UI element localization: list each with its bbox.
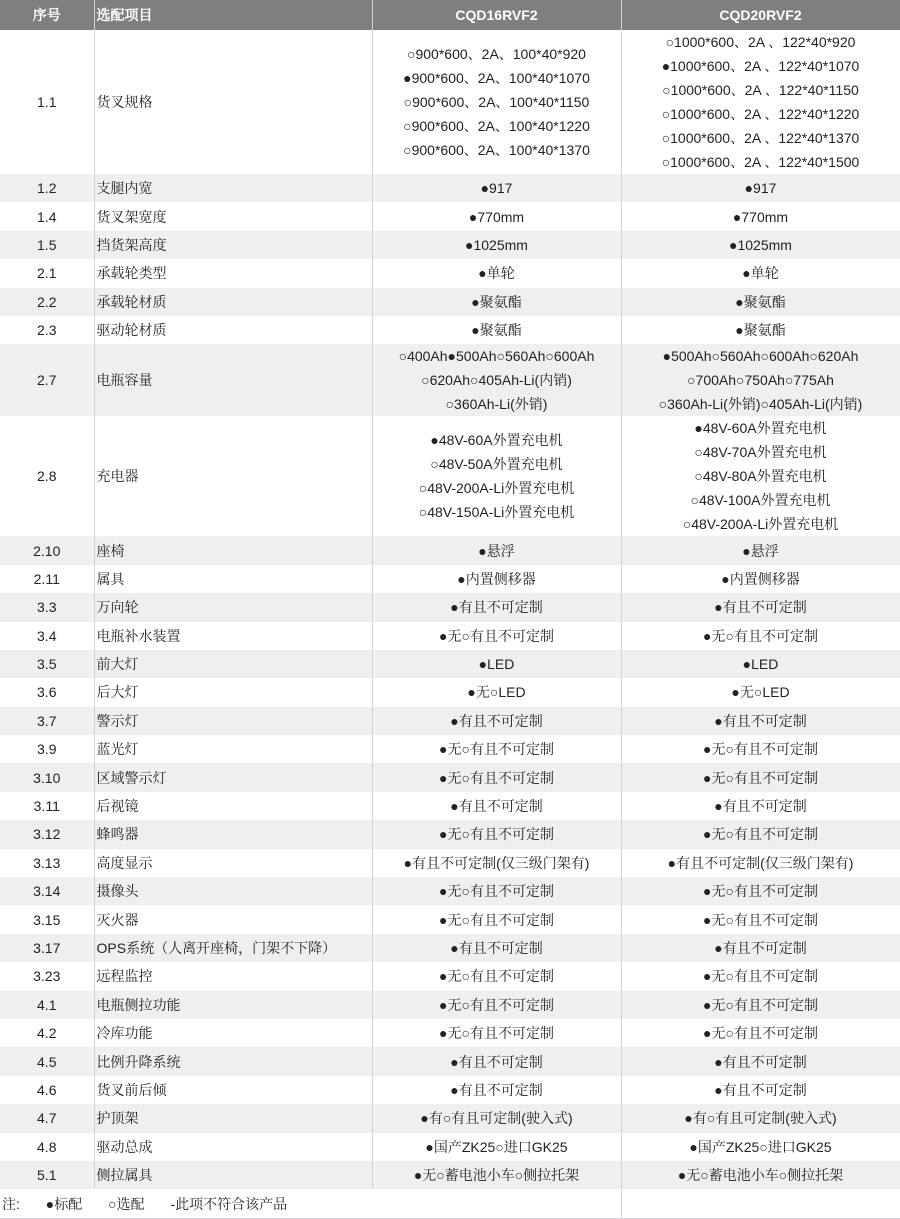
row-item: 后大灯 bbox=[94, 678, 372, 706]
table-row bbox=[0, 678, 900, 706]
option-line: ●无○有且不可定制 bbox=[703, 826, 818, 843]
row-number: 3.15 bbox=[0, 905, 94, 933]
row-item: 摄像头 bbox=[94, 877, 372, 905]
option-line: ●有且不可定制 bbox=[450, 798, 543, 815]
option-line: ●1000*600、2A 、122*40*1070 bbox=[661, 58, 860, 74]
row-number: 2.10 bbox=[0, 536, 94, 564]
row-item: 电瓶侧拉功能 bbox=[94, 991, 372, 1019]
model-2-value bbox=[621, 1161, 900, 1189]
model-1-value bbox=[372, 707, 621, 735]
option-line: ○48V-70A外置充电机 bbox=[694, 444, 827, 461]
row-number: 2.3 bbox=[0, 316, 94, 344]
row-number: 1.2 bbox=[0, 174, 94, 202]
model-2-value bbox=[621, 707, 900, 735]
table-row bbox=[0, 1076, 900, 1104]
legend-row bbox=[0, 1189, 900, 1218]
option-line: ●无○有且不可定制 bbox=[703, 769, 818, 786]
row-number: 4.2 bbox=[0, 1019, 94, 1047]
row-item: 货叉规格 bbox=[94, 30, 372, 174]
table-row bbox=[0, 622, 900, 650]
option-line: ●无○有且不可定制 bbox=[703, 1025, 818, 1042]
row-item: 后视镜 bbox=[94, 792, 372, 820]
model-1-value bbox=[372, 622, 621, 650]
row-item: 比例升降系统 bbox=[94, 1047, 372, 1075]
row-number: 3.11 bbox=[0, 792, 94, 820]
row-number: 4.8 bbox=[0, 1133, 94, 1161]
row-number: 3.23 bbox=[0, 962, 94, 990]
row-number: 3.9 bbox=[0, 735, 94, 763]
option-line: ●917 bbox=[480, 180, 513, 197]
option-line: ●无○有且不可定制 bbox=[703, 741, 818, 758]
row-item: 驱动总成 bbox=[94, 1133, 372, 1161]
option-line: ○360Ah-Li(外销)○405Ah-Li(内销) bbox=[658, 396, 863, 413]
table-row bbox=[0, 288, 900, 316]
option-line: ●770mm bbox=[732, 208, 789, 225]
option-line: ●1025mm bbox=[729, 236, 792, 253]
row-item: 充电器 bbox=[94, 416, 372, 536]
model-2-value bbox=[621, 622, 900, 650]
option-line: ●770mm bbox=[468, 208, 525, 225]
row-item: 货叉前后倾 bbox=[94, 1076, 372, 1104]
option-line: ●无○有且不可定制 bbox=[439, 826, 554, 843]
table-row bbox=[0, 735, 900, 763]
row-number: 3.17 bbox=[0, 934, 94, 962]
table-row bbox=[0, 905, 900, 933]
option-line: ●内置侧移器 bbox=[457, 570, 536, 587]
option-line: ●有○有且可定制(驶入式) bbox=[420, 1110, 573, 1127]
model-2-value bbox=[621, 536, 900, 564]
option-line: ●内置侧移器 bbox=[721, 570, 800, 587]
option-line: ○1000*600、2A 、122*40*920 bbox=[665, 34, 856, 50]
table-row bbox=[0, 1104, 900, 1132]
row-item: 货叉架宽度 bbox=[94, 202, 372, 230]
table-row bbox=[0, 877, 900, 905]
model-2-value bbox=[621, 1076, 900, 1104]
model-2-value bbox=[621, 934, 900, 962]
table-row bbox=[0, 536, 900, 564]
row-item: 挡货架高度 bbox=[94, 231, 372, 259]
table-row bbox=[0, 565, 900, 593]
model-2-value bbox=[621, 174, 900, 202]
model-1-value bbox=[372, 231, 621, 259]
row-number: 2.2 bbox=[0, 288, 94, 316]
table-row bbox=[0, 849, 900, 877]
model-2-value bbox=[621, 1047, 900, 1075]
model-1-value bbox=[372, 905, 621, 933]
table-row bbox=[0, 1047, 900, 1075]
option-line: ●48V-60A外置充电机 bbox=[694, 420, 827, 437]
option-line: ●无○有且不可定制 bbox=[439, 769, 554, 786]
option-line: ●无○有且不可定制 bbox=[439, 1025, 554, 1042]
option-line: ●无○LED bbox=[731, 684, 790, 701]
option-line: ●无○有且不可定制 bbox=[703, 883, 818, 900]
model-1-value bbox=[372, 820, 621, 848]
model-1-value bbox=[372, 678, 621, 706]
model-1-value bbox=[372, 1161, 621, 1189]
model-2-value bbox=[621, 1133, 900, 1161]
row-number: 3.4 bbox=[0, 622, 94, 650]
row-item: 属具 bbox=[94, 565, 372, 593]
table-row bbox=[0, 820, 900, 848]
option-line: ○48V-80A外置充电机 bbox=[694, 468, 827, 485]
option-line: ●有且不可定制 bbox=[450, 940, 543, 956]
model-2-value bbox=[621, 231, 900, 259]
model-2-value bbox=[621, 905, 900, 933]
option-line: ●LED bbox=[742, 656, 779, 673]
row-number: 4.1 bbox=[0, 991, 94, 1019]
option-line: ○48V-200A-Li外置充电机 bbox=[682, 516, 839, 533]
row-item: 支腿内宽 bbox=[94, 174, 372, 202]
model-2-value bbox=[621, 650, 900, 678]
row-number: 3.7 bbox=[0, 707, 94, 735]
option-line: ●聚氨酯 bbox=[471, 293, 522, 310]
option-line: ●有○有且可定制(驶入式) bbox=[684, 1110, 837, 1127]
option-line: ●无○有且不可定制 bbox=[703, 911, 818, 928]
option-line: ●悬浮 bbox=[742, 542, 779, 559]
table-row bbox=[0, 344, 900, 416]
model-1-value bbox=[372, 30, 621, 174]
option-line: ○900*600、2A、100*40*1370 bbox=[403, 142, 590, 158]
row-number: 3.10 bbox=[0, 763, 94, 791]
model-2-value bbox=[621, 763, 900, 791]
header-no: 序号 bbox=[0, 0, 94, 30]
option-line: ●无○有且不可定制 bbox=[703, 627, 818, 644]
model-1-value bbox=[372, 962, 621, 990]
row-item: 承载轮类型 bbox=[94, 259, 372, 287]
model-1-value bbox=[372, 1076, 621, 1104]
row-number: 4.5 bbox=[0, 1047, 94, 1075]
table-row bbox=[0, 1161, 900, 1189]
row-number: 1.1 bbox=[0, 30, 94, 174]
option-line: ●有且不可定制 bbox=[714, 940, 807, 956]
model-2-value bbox=[621, 288, 900, 316]
option-line: ●有且不可定制 bbox=[714, 1081, 807, 1098]
model-2-value bbox=[621, 735, 900, 763]
row-item: 侧拉属具 bbox=[94, 1161, 372, 1189]
row-number: 3.14 bbox=[0, 877, 94, 905]
table-row bbox=[0, 962, 900, 990]
option-line: ●48V-60A外置充电机 bbox=[430, 432, 563, 449]
option-line: ○900*600、2A、100*40*1220 bbox=[403, 118, 590, 134]
model-2-value bbox=[621, 416, 900, 536]
model-2-value bbox=[621, 593, 900, 621]
model-1-value bbox=[372, 877, 621, 905]
option-line: ●无○有且不可定制 bbox=[439, 968, 554, 985]
option-line: ○1000*600、2A 、122*40*1220 bbox=[661, 106, 860, 122]
table-row bbox=[0, 316, 900, 344]
model-2-value bbox=[621, 678, 900, 706]
model-2-value bbox=[621, 30, 900, 174]
model-1-value bbox=[372, 1133, 621, 1161]
option-line: ●有且不可定制 bbox=[450, 1081, 543, 1098]
option-line: ●有且不可定制 bbox=[714, 1053, 807, 1070]
row-number: 4.7 bbox=[0, 1104, 94, 1132]
row-number: 2.1 bbox=[0, 259, 94, 287]
model-2-value bbox=[621, 991, 900, 1019]
table-row bbox=[0, 593, 900, 621]
model-1-value bbox=[372, 174, 621, 202]
model-1-value bbox=[372, 650, 621, 678]
option-line: ●聚氨酯 bbox=[735, 293, 786, 310]
table-row bbox=[0, 30, 900, 174]
option-line: ●无○蓄电池小车○侧拉托架 bbox=[413, 1167, 580, 1184]
row-number: 3.3 bbox=[0, 593, 94, 621]
row-item: 万向轮 bbox=[94, 593, 372, 621]
option-line: ○48V-200A-Li外置充电机 bbox=[418, 480, 575, 497]
row-item: 蓝光灯 bbox=[94, 735, 372, 763]
model-1-value bbox=[372, 1047, 621, 1075]
option-line: ●单轮 bbox=[478, 265, 515, 282]
row-item: 承载轮材质 bbox=[94, 288, 372, 316]
model-1-value bbox=[372, 344, 621, 416]
option-line: ●无○有且不可定制 bbox=[439, 911, 554, 928]
row-number: 2.7 bbox=[0, 344, 94, 416]
row-item: 座椅 bbox=[94, 536, 372, 564]
row-item: 灭火器 bbox=[94, 905, 372, 933]
row-item: 驱动轮材质 bbox=[94, 316, 372, 344]
legend-standard: ●标配 bbox=[45, 1195, 83, 1212]
option-line: ●有且不可定制 bbox=[450, 599, 543, 616]
model-2-value bbox=[621, 849, 900, 877]
option-line: ○900*600、2A、100*40*1150 bbox=[403, 94, 590, 110]
option-line: ○1000*600、2A 、122*40*1150 bbox=[662, 82, 859, 98]
option-line: ●917 bbox=[744, 180, 777, 197]
table-row bbox=[0, 1019, 900, 1047]
header-item: 选配项目 bbox=[94, 0, 372, 30]
option-line: ●聚氨酯 bbox=[471, 322, 522, 339]
model-1-value bbox=[372, 202, 621, 230]
model-1-value bbox=[372, 849, 621, 877]
row-number: 3.12 bbox=[0, 820, 94, 848]
model-1-value bbox=[372, 735, 621, 763]
option-line: ●有且不可定制 bbox=[714, 712, 807, 729]
model-1-value bbox=[372, 792, 621, 820]
model-1-value bbox=[372, 1019, 621, 1047]
model-1-value bbox=[372, 1104, 621, 1132]
option-line: ●无○LED bbox=[467, 684, 526, 701]
table-row bbox=[0, 763, 900, 791]
model-2-value bbox=[621, 792, 900, 820]
option-line: ●有且不可定制 bbox=[714, 599, 807, 616]
model-2-value bbox=[621, 1019, 900, 1047]
row-number: 1.5 bbox=[0, 231, 94, 259]
row-item: 区域警示灯 bbox=[94, 763, 372, 791]
table-row bbox=[0, 934, 900, 962]
table-row bbox=[0, 650, 900, 678]
model-1-value bbox=[372, 763, 621, 791]
row-number: 4.6 bbox=[0, 1076, 94, 1104]
option-line: ●无○有且不可定制 bbox=[439, 741, 554, 758]
model-1-value bbox=[372, 565, 621, 593]
option-line: ●国产ZK25○进口GK25 bbox=[689, 1138, 832, 1155]
note-label: 注: bbox=[2, 1195, 20, 1212]
table-row bbox=[0, 1133, 900, 1161]
model-2-value bbox=[621, 1104, 900, 1132]
option-line: ●有且不可定制 bbox=[714, 798, 807, 815]
option-line: ○360Ah-Li(外销) bbox=[445, 396, 548, 413]
row-item: 警示灯 bbox=[94, 707, 372, 735]
option-line: ●无○有且不可定制 bbox=[439, 627, 554, 644]
model-1-value bbox=[372, 536, 621, 564]
row-number: 3.13 bbox=[0, 849, 94, 877]
option-line: ●无○有且不可定制 bbox=[439, 883, 554, 900]
model-2-value bbox=[621, 962, 900, 990]
option-line: ○900*600、2A、100*40*920 bbox=[407, 46, 586, 62]
model-2-value bbox=[621, 820, 900, 848]
row-item: 蜂鸣器 bbox=[94, 820, 372, 848]
model-1-value bbox=[372, 991, 621, 1019]
option-line: ●悬浮 bbox=[478, 542, 515, 559]
option-line: ○400Ah●500Ah○560Ah○600Ah bbox=[398, 348, 595, 365]
option-line: ●LED bbox=[478, 656, 515, 673]
table-row bbox=[0, 202, 900, 230]
model-1-value bbox=[372, 316, 621, 344]
option-line: ●无○有且不可定制 bbox=[439, 996, 554, 1013]
legend-optional: ○选配 bbox=[108, 1195, 145, 1212]
option-line: ●无○蓄电池小车○侧拉托架 bbox=[677, 1167, 844, 1184]
header-model-2: CQD20RVF2 bbox=[621, 0, 900, 30]
legend-empty-cell bbox=[621, 1189, 900, 1218]
model-2-value bbox=[621, 344, 900, 416]
row-item: 高度显示 bbox=[94, 849, 372, 877]
option-line: ●无○有且不可定制 bbox=[703, 968, 818, 985]
table-row bbox=[0, 416, 900, 536]
model-2-value bbox=[621, 202, 900, 230]
table-row bbox=[0, 707, 900, 735]
option-line: ○700Ah○750Ah○775Ah bbox=[687, 372, 834, 389]
option-line: ○620Ah○405Ah-Li(内销) bbox=[421, 372, 572, 389]
row-number: 2.11 bbox=[0, 565, 94, 593]
row-item: 冷库功能 bbox=[94, 1019, 372, 1047]
legend-na: -此项不符合该产品 bbox=[170, 1195, 288, 1212]
option-line: ●有且不可定制 bbox=[450, 712, 543, 729]
row-number: 1.4 bbox=[0, 202, 94, 230]
row-item: OPS系统（人离开座椅，门架不下降） bbox=[94, 934, 372, 962]
option-line: ○1000*600、2A 、122*40*1500 bbox=[661, 154, 860, 170]
option-line: ●1025mm bbox=[465, 236, 528, 253]
option-line: ○1000*600、2A 、122*40*1370 bbox=[661, 130, 860, 146]
model-2-value bbox=[621, 316, 900, 344]
model-2-value bbox=[621, 259, 900, 287]
header-model-1: CQD16RVF2 bbox=[372, 0, 621, 30]
row-item: 电瓶补水装置 bbox=[94, 622, 372, 650]
row-item: 护顶架 bbox=[94, 1104, 372, 1132]
row-number: 2.8 bbox=[0, 416, 94, 536]
row-item: 前大灯 bbox=[94, 650, 372, 678]
row-number: 5.1 bbox=[0, 1161, 94, 1189]
option-line: ○48V-50A外置充电机 bbox=[430, 456, 563, 473]
model-2-value bbox=[621, 565, 900, 593]
option-line: ●无○有且不可定制 bbox=[703, 996, 818, 1013]
model-1-value bbox=[372, 259, 621, 287]
option-line: ●有且不可定制 bbox=[450, 1053, 543, 1070]
option-line: ●聚氨酯 bbox=[735, 322, 786, 339]
table-row bbox=[0, 991, 900, 1019]
header-row bbox=[0, 0, 900, 30]
table-row bbox=[0, 259, 900, 287]
row-item: 远程监控 bbox=[94, 962, 372, 990]
option-line: ●国产ZK25○进口GK25 bbox=[425, 1138, 568, 1155]
option-line: ●有且不可定制(仅三级门架有) bbox=[403, 854, 590, 871]
row-number: 3.6 bbox=[0, 678, 94, 706]
model-1-value bbox=[372, 934, 621, 962]
table-row bbox=[0, 792, 900, 820]
option-line: ○48V-150A-Li外置充电机 bbox=[418, 504, 575, 521]
table-row bbox=[0, 231, 900, 259]
option-line: ●单轮 bbox=[742, 265, 779, 282]
legend-note bbox=[0, 1189, 621, 1218]
option-line: ●有且不可定制(仅三级门架有) bbox=[667, 854, 854, 871]
model-2-value bbox=[621, 877, 900, 905]
row-item: 电瓶容量 bbox=[94, 344, 372, 416]
option-line: ●500Ah○560Ah○600Ah○620Ah bbox=[662, 348, 859, 365]
row-number: 3.5 bbox=[0, 650, 94, 678]
table-row bbox=[0, 174, 900, 202]
option-line: ●900*600、2A、100*40*1070 bbox=[403, 70, 590, 86]
option-line: ○48V-100A外置充电机 bbox=[690, 492, 831, 509]
model-1-value bbox=[372, 288, 621, 316]
model-1-value bbox=[372, 416, 621, 536]
model-1-value bbox=[372, 593, 621, 621]
